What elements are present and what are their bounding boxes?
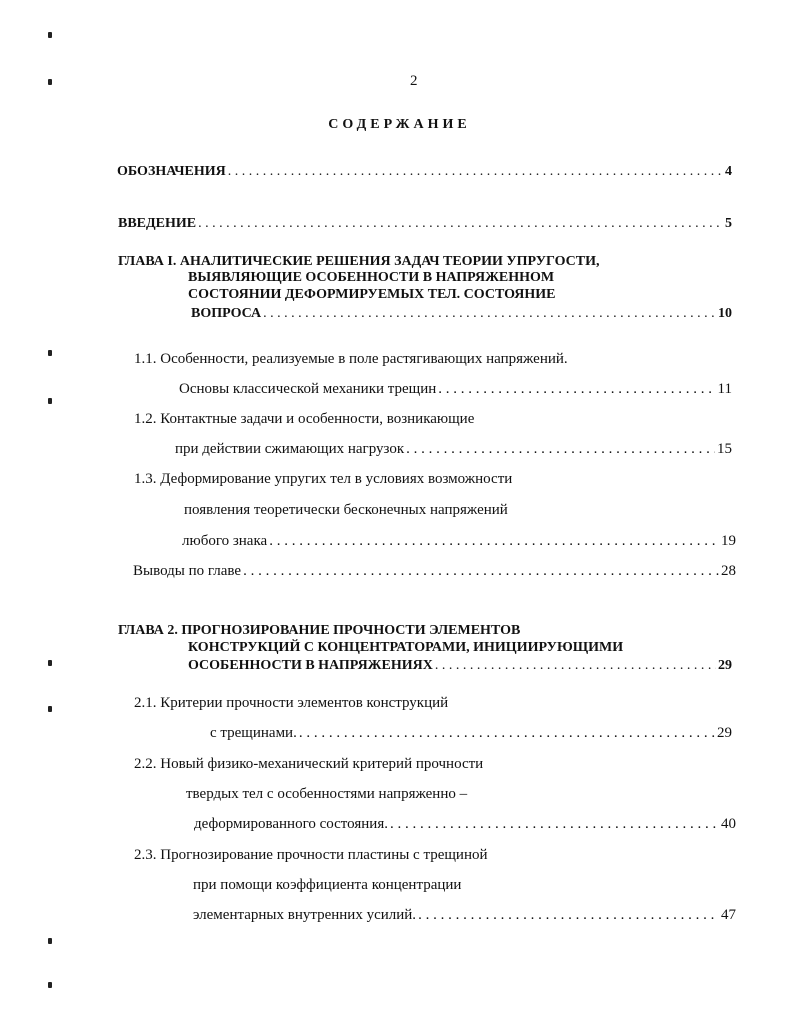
toc-entry-label: Выводы по главе	[133, 563, 242, 579]
section-2-3-line[interactable]: при помощи коэффициента концентрации	[193, 877, 462, 893]
dot-leader	[228, 163, 723, 181]
toc-entry-label: ВОПРОСА	[191, 306, 262, 321]
section-2-2-line[interactable]: твердых тел с особенностями напряженно –	[186, 786, 468, 802]
dot-leader	[299, 724, 715, 742]
toc-entry-designations[interactable]	[117, 163, 732, 181]
dot-leader	[263, 305, 716, 323]
section-1-3-last-line[interactable]	[182, 532, 736, 550]
section-2-3-line[interactable]: 2.3. Прогнозирование прочности пластины с трещиной	[134, 847, 488, 863]
toc-entry-page: 29	[718, 658, 732, 673]
section-2-3-last-line[interactable]	[193, 906, 736, 924]
toc-entry-label: с трещинами.	[210, 725, 297, 741]
toc-entry-page: 11	[717, 381, 732, 397]
toc-entry-introduction[interactable]	[118, 215, 732, 233]
chapter-2-title-last-line[interactable]	[188, 657, 732, 675]
scan-mark	[48, 79, 52, 85]
toc-entry-label: при действии сжимающих нагрузок	[175, 441, 405, 457]
chapter-1-title-line[interactable]: СОСТОЯНИИ ДЕФОРМИРУЕМЫХ ТЕЛ. СОСТОЯНИЕ	[188, 287, 556, 302]
chapter-2-title-line[interactable]: КОНСТРУКЦИЙ С КОНЦЕНТРАТОРАМИ, ИНИЦИИРУЮЩИМИ	[188, 640, 624, 655]
toc-entry-page: 10	[718, 306, 732, 321]
section-2-2-line[interactable]: 2.2. Новый физико-механический критерий прочности	[134, 756, 484, 772]
toc-entry-page: 40	[721, 816, 736, 832]
toc-entry-label: Основы классической механики трещин	[179, 381, 437, 397]
chapter-2-title-line[interactable]: ГЛАВА 2. ПРОГНОЗИРОВАНИЕ ПРОЧНОСТИ ЭЛЕМЕНТОВ	[118, 623, 521, 638]
dot-leader	[438, 380, 715, 398]
dot-leader	[243, 562, 719, 580]
toc-entry-label: деформированного состояния.	[194, 816, 388, 832]
chapter-1-title-line[interactable]: ВЫЯВЛЯЮЩИЕ ОСОБЕННОСТИ В НАПРЯЖЕННОМ	[188, 270, 555, 285]
scan-mark	[48, 398, 52, 404]
section-2-1-line[interactable]: 2.1. Критерии прочности элементов конструкций	[134, 695, 449, 711]
scan-mark	[48, 32, 52, 38]
toc-entry-label: ОБОЗНАЧЕНИЯ	[117, 164, 226, 179]
toc-entry-conclusions[interactable]	[133, 562, 736, 580]
dot-leader	[435, 657, 716, 675]
toc-entry-page: 4	[725, 164, 732, 179]
chapter-1-title-last-line[interactable]	[191, 305, 732, 323]
page-number: 2	[410, 73, 418, 89]
toc-entry-page: 28	[721, 563, 736, 579]
dot-leader	[269, 532, 719, 550]
scan-mark	[48, 938, 52, 944]
toc-entry-page: 5	[725, 216, 732, 231]
scan-mark	[48, 982, 52, 988]
section-1-2-last-line[interactable]	[175, 440, 732, 458]
toc-heading: СОДЕРЖАНИЕ	[328, 117, 471, 132]
toc-entry-page: 15	[717, 441, 732, 457]
scan-mark	[48, 660, 52, 666]
scan-mark	[48, 350, 52, 356]
toc-entry-page: 19	[721, 533, 736, 549]
dot-leader	[406, 440, 715, 458]
toc-entry-label: элементарных внутренних усилий.	[193, 907, 417, 923]
toc-entry-page: 29	[717, 725, 732, 741]
toc-entry-label: ОСОБЕННОСТИ В НАПРЯЖЕНИЯХ	[188, 658, 433, 673]
section-2-2-last-line[interactable]	[194, 815, 736, 833]
dot-leader	[390, 815, 719, 833]
toc-entry-label: ВВЕДЕНИЕ	[118, 216, 197, 231]
dot-leader	[198, 215, 723, 233]
dot-leader	[418, 906, 719, 924]
toc-entry-page: 47	[721, 907, 736, 923]
section-1-1-last-line[interactable]	[179, 380, 732, 398]
section-2-1-last-line[interactable]	[210, 724, 732, 742]
section-1-2-line[interactable]: 1.2. Контактные задачи и особенности, возникающие	[134, 411, 475, 427]
section-1-3-line[interactable]: 1.3. Деформирование упругих тел в условиях возможности	[134, 471, 513, 487]
section-1-3-line[interactable]: появления теоретически бесконечных напряжений	[184, 502, 508, 518]
scan-mark	[48, 706, 52, 712]
toc-entry-label: любого знака	[182, 533, 268, 549]
section-1-1-line[interactable]: 1.1. Особенности, реализуемые в поле растягивающих напряжений.	[134, 351, 568, 367]
chapter-1-title-line[interactable]: ГЛАВА I. АНАЛИТИЧЕСКИЕ РЕШЕНИЯ ЗАДАЧ ТЕОРИИ УПРУГОСТИ,	[118, 254, 600, 269]
